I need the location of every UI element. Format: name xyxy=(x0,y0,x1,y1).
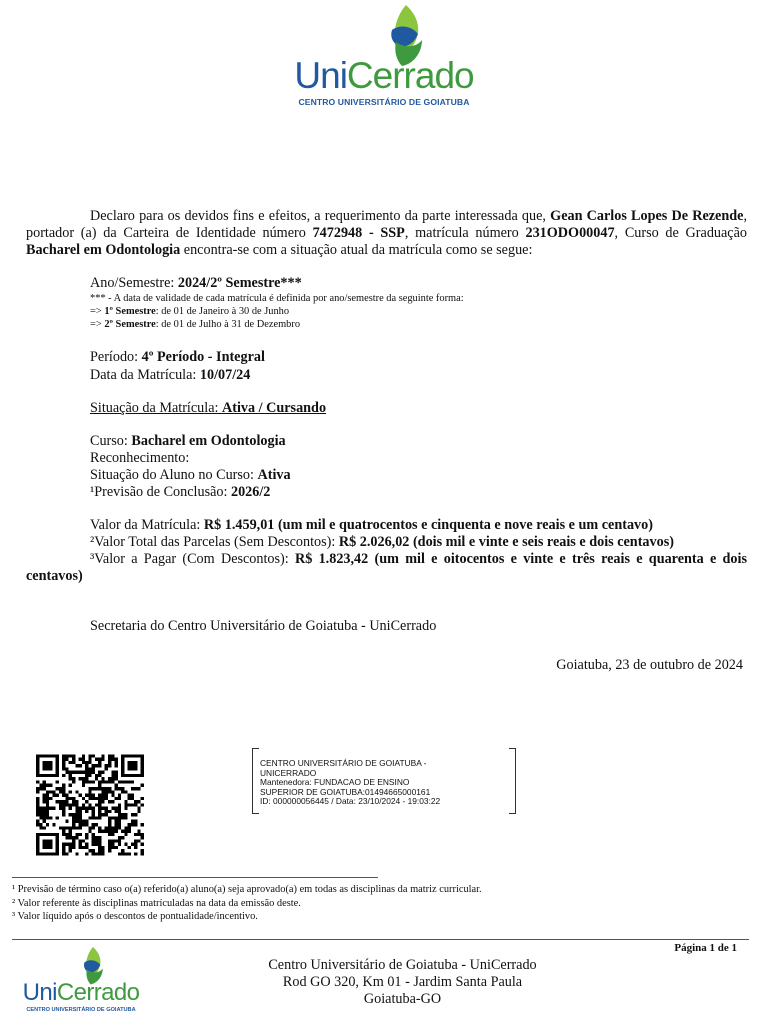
recognition-line: Reconhecimento: xyxy=(90,450,190,466)
enrollment-status-line: Situação da Matrícula: Ativa / Cursando xyxy=(90,400,327,416)
logo-wordmark: UniCerrado xyxy=(294,55,474,96)
footnote-1: ¹ Previsão de término caso o(a) referido(a) aluno(a) seja aprovado(a) em todas as disciplinas da matriz curricular. xyxy=(12,884,482,895)
auth-line-1: CENTRO UNIVERSITÁRIO DE GOIATUBA - xyxy=(260,758,427,768)
footnote-divider xyxy=(12,877,378,878)
authentication-box xyxy=(252,748,516,813)
semester-2-rule: => 2º Semestre: de 01 de Julho à 31 de Dezembro xyxy=(90,319,301,330)
total-line: ²Valor Total das Parcelas (Sem Descontos): R$ 2.026,02 (dois mil e vinte e seis reais e dois centavos) xyxy=(90,534,674,550)
enroll-date-line: Data da Matrícula: 10/07/24 xyxy=(90,367,251,383)
student-name: Gean Carlos Lopes De Rezende xyxy=(550,208,744,224)
secretary-line: Secretaria do Centro Universitário de Goiatuba - UniCerrado xyxy=(90,618,437,634)
page-number: Página 1 de 1 xyxy=(674,942,737,954)
footer-logo-wordmark: UniCerrado xyxy=(22,979,140,1006)
logo-subtitle: CENTRO UNIVERSITÁRIO DE GOIATUBA xyxy=(298,97,470,107)
footnote-3: ³ Valor líquido após o descontos de pontualidade/incentivo. xyxy=(12,911,258,922)
course-line: Curso: Bacharel em Odontologia xyxy=(90,433,286,449)
period-line: Período: 4º Período - Integral xyxy=(90,349,265,365)
footnote-2: ² Valor referente às disciplinas matrículadas na data da emissão deste. xyxy=(12,898,301,909)
fee-line: Valor da Matrícula: R$ 1.459,01 (um mil e quatrocentos e cinquenta e nove reais e um centavo) xyxy=(90,517,653,533)
id-number: 7472948 - SSP xyxy=(312,225,405,241)
footer-logo xyxy=(16,946,146,1016)
auth-line-4: SUPERIOR DE GOIATUBA:01494665000161 xyxy=(260,786,431,797)
auth-line-2: UNICERRADO xyxy=(260,767,317,778)
semester-1-rule: => 1º Semestre: de 01 de Janeiro à 30 de Junho xyxy=(90,306,290,317)
conclusion-line: ¹Previsão de Conclusão: 2026/2 xyxy=(90,484,271,500)
footer-address-1: Centro Universitário de Goiatuba - UniCerrado xyxy=(268,957,537,973)
validity-note: *** - A data de validade de cada matrícula é definida por ano/semestre da seguinte forma: xyxy=(90,293,464,304)
semester-line: Ano/Semestre: 2024/2º Semestre*** xyxy=(90,275,302,291)
header-logo xyxy=(284,2,484,110)
student-status-line: Situação do Aluno no Curso: Ativa xyxy=(90,467,291,483)
footer-address-2: Rod GO 320, Km 01 - Jardim Santa Paula xyxy=(282,974,523,990)
enrollment-number: 231ODO00047 xyxy=(525,225,615,241)
qr-code-icon xyxy=(36,754,144,856)
footer-address-3: Goiatuba-GO xyxy=(363,991,442,1007)
place-date: Goiatuba, 23 de outubro de 2024 xyxy=(556,657,743,673)
footer-logo-subtitle: CENTRO UNIVERSITÁRIO DE GOIATUBA xyxy=(26,1007,136,1013)
footer-divider xyxy=(12,939,749,940)
declaration-paragraph: Declaro para os devidos fins e efeitos, a requerimento da parte interessada que, Gean Carlos Lopes De Rezende, portador (a) da Carteira de Identidade número 7472948 - SSP, matrícula número 231ODO00047, Curso de Graduação Bacharel em Odontologia encontra-se com a situação atual da matrícula como se segue: xyxy=(26,208,747,258)
auth-line-5: ID: 000000056445 / Data: 23/10/2024 - 19:03:22 xyxy=(260,796,441,807)
pay-line: ³Valor a Pagar (Com Descontos): R$ 1.823,42 (um mil e oitocentos e vinte e três reais e quarenta e dois centavos) xyxy=(26,551,747,584)
course-name: Bacharel em Odontologia xyxy=(26,242,181,258)
auth-line-3: Mantenedora: FUNDACAO DE ENSINO xyxy=(260,777,410,788)
